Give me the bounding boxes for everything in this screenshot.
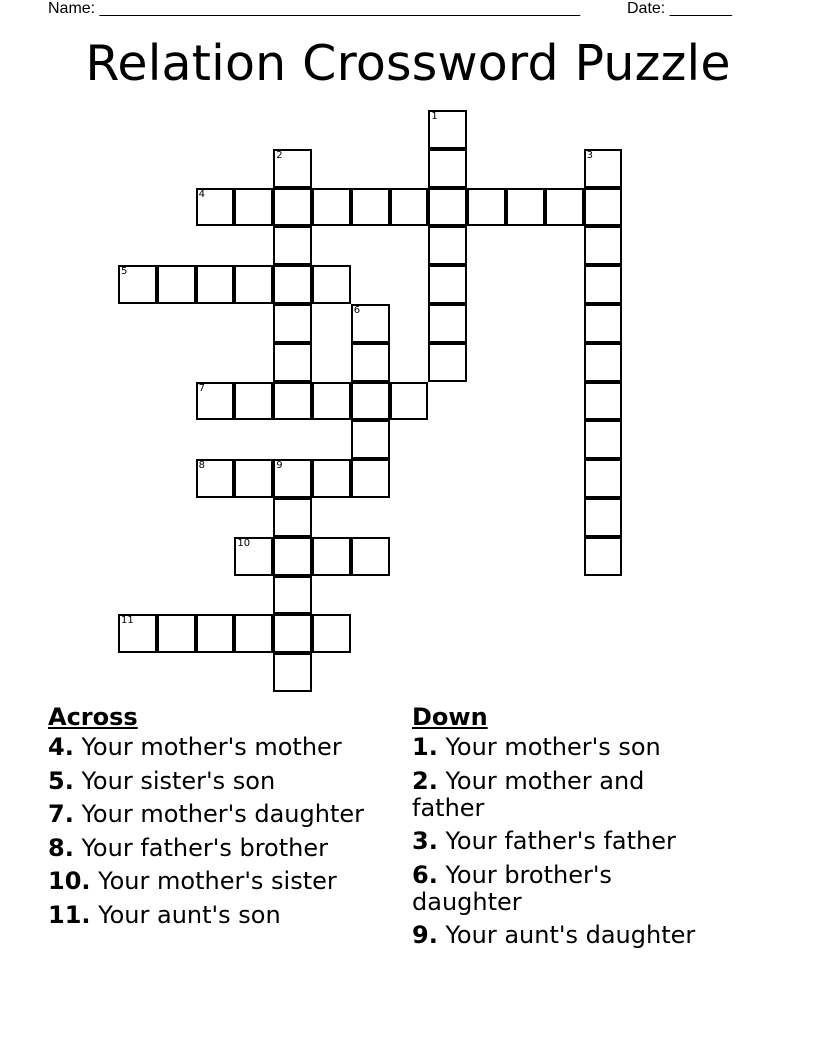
grid-cell[interactable]	[273, 614, 312, 653]
clue-number: 3.	[412, 827, 438, 856]
grid-cell[interactable]	[351, 537, 390, 576]
grid-cell[interactable]	[506, 188, 545, 227]
grid-cell[interactable]	[584, 382, 623, 421]
clue-across-7	[48, 801, 398, 828]
grid-cell[interactable]	[234, 265, 273, 304]
grid-cell[interactable]	[196, 382, 235, 421]
clue-text: Your mother and father	[412, 766, 645, 822]
clue-number-label: 4	[198, 188, 205, 200]
clue-number: 5.	[48, 766, 74, 795]
clue-number-label: 6	[353, 305, 361, 316]
grid-cell[interactable]	[312, 382, 351, 421]
page-title: Relation Crossword Puzzle	[85, 35, 731, 92]
grid-cell[interactable]	[157, 614, 196, 653]
grid-cell[interactable]	[428, 343, 467, 382]
grid-cell[interactable]	[351, 343, 390, 382]
clue-text: Your mother's daughter	[73, 800, 365, 829]
grid-cell[interactable]	[584, 304, 623, 343]
grid-cell[interactable]	[584, 226, 623, 265]
grid-cell[interactable]	[351, 188, 390, 227]
grid-cell[interactable]	[312, 614, 351, 653]
grid-cell[interactable]	[273, 149, 312, 188]
grid-cell[interactable]	[273, 188, 312, 227]
grid-cell[interactable]	[428, 226, 467, 265]
clue-number-label: 1	[431, 111, 438, 122]
name-field: Name: ______________________________________________________	[48, 0, 581, 17]
clue-across-11	[48, 902, 398, 929]
clue-down-2	[412, 768, 712, 822]
clue-down-3	[412, 828, 712, 855]
grid-cell[interactable]	[273, 265, 312, 304]
clue-number: 1.	[412, 733, 438, 761]
grid-cell[interactable]	[351, 382, 390, 421]
grid-cell[interactable]	[196, 188, 235, 227]
grid-cell[interactable]	[584, 537, 623, 576]
grid-cell[interactable]	[428, 110, 467, 149]
grid-cell[interactable]	[312, 265, 351, 304]
clue-number: 7.	[48, 800, 74, 829]
grid-cell[interactable]	[273, 653, 312, 692]
grid-cell[interactable]	[545, 188, 584, 227]
grid-cell[interactable]	[273, 498, 312, 537]
clue-number-label: 9	[276, 460, 283, 472]
date-field: Date: _______	[627, 0, 732, 17]
grid-cell[interactable]	[584, 149, 623, 188]
clue-text: Your father's father	[437, 827, 676, 856]
grid-cell[interactable]	[196, 459, 235, 498]
grid-cell[interactable]	[118, 265, 157, 304]
clue-text: Your sister's son	[73, 766, 276, 795]
grid-cell[interactable]	[273, 459, 312, 498]
down-clues	[412, 702, 712, 956]
clue-text: Your father's brother	[73, 833, 328, 862]
grid-cell[interactable]	[584, 265, 623, 304]
clue-number-label: 10	[237, 537, 251, 549]
across-clues	[48, 702, 398, 936]
grid-cell[interactable]	[312, 188, 351, 227]
clue-text: Your aunt's daughter	[437, 921, 696, 950]
clue-text: Your aunt's son	[90, 900, 281, 929]
clue-across-5	[48, 768, 398, 795]
grid-cell[interactable]	[273, 343, 312, 382]
grid-cell[interactable]	[584, 459, 623, 498]
grid-cell[interactable]	[428, 304, 467, 343]
grid-cell[interactable]	[351, 304, 390, 343]
clue-number-label: 3	[586, 149, 593, 161]
grid-cell[interactable]	[312, 459, 351, 498]
grid-cell[interactable]	[390, 382, 429, 421]
clue-down-1	[412, 734, 712, 761]
clue-text: Your mother's son	[437, 733, 661, 761]
clue-number: 9.	[412, 921, 438, 950]
clue-number: 4.	[48, 733, 74, 761]
clue-number-label: 2	[276, 149, 283, 161]
clue-number: 2.	[412, 766, 438, 795]
clue-down-6	[412, 862, 712, 916]
grid-cell[interactable]	[234, 614, 273, 653]
grid-cell[interactable]	[312, 537, 351, 576]
clue-text: Your mother's mother	[73, 733, 342, 761]
grid-cell[interactable]	[428, 265, 467, 304]
grid-cell[interactable]	[234, 459, 273, 498]
grid-cell[interactable]	[584, 343, 623, 382]
grid-cell[interactable]	[273, 226, 312, 265]
grid-cell[interactable]	[273, 576, 312, 615]
clue-across-8	[48, 835, 398, 862]
grid-cell[interactable]	[234, 537, 273, 576]
grid-cell[interactable]	[234, 188, 273, 227]
clue-number-label: 7	[198, 382, 205, 394]
clue-number: 8.	[48, 833, 74, 862]
grid-cell[interactable]	[273, 304, 312, 343]
grid-cell[interactable]	[273, 382, 312, 421]
grid-cell[interactable]	[390, 188, 429, 227]
clue-number-label: 5	[121, 266, 128, 278]
clue-text: Your mother's sister	[90, 867, 337, 896]
grid-cell[interactable]	[118, 614, 157, 653]
clue-text: Your brother's daughter	[412, 860, 612, 916]
clue-number-label: 8	[198, 460, 205, 472]
grid-cell[interactable]	[467, 188, 506, 227]
clue-down-9	[412, 922, 712, 949]
grid-cell[interactable]	[428, 188, 467, 227]
grid-cell[interactable]	[273, 537, 312, 576]
grid-cell[interactable]	[351, 459, 390, 498]
grid-cell[interactable]	[196, 265, 235, 304]
grid-cell[interactable]	[351, 420, 390, 459]
clue-across-4	[48, 734, 398, 761]
clue-number: 11.	[48, 900, 91, 929]
clue-number: 10.	[48, 867, 91, 896]
down-heading: Down	[412, 703, 488, 731]
grid-cell[interactable]	[584, 498, 623, 537]
grid-cell[interactable]	[584, 188, 623, 227]
clue-number-label: 11	[121, 615, 134, 627]
clue-number: 6.	[412, 860, 438, 889]
grid-cell[interactable]	[234, 382, 273, 421]
grid-cell[interactable]	[196, 614, 235, 653]
across-heading: Across	[48, 703, 138, 731]
grid-cell[interactable]	[428, 149, 467, 188]
clue-across-10	[48, 868, 398, 895]
grid-cell[interactable]	[157, 265, 196, 304]
grid-cell[interactable]	[584, 420, 623, 459]
